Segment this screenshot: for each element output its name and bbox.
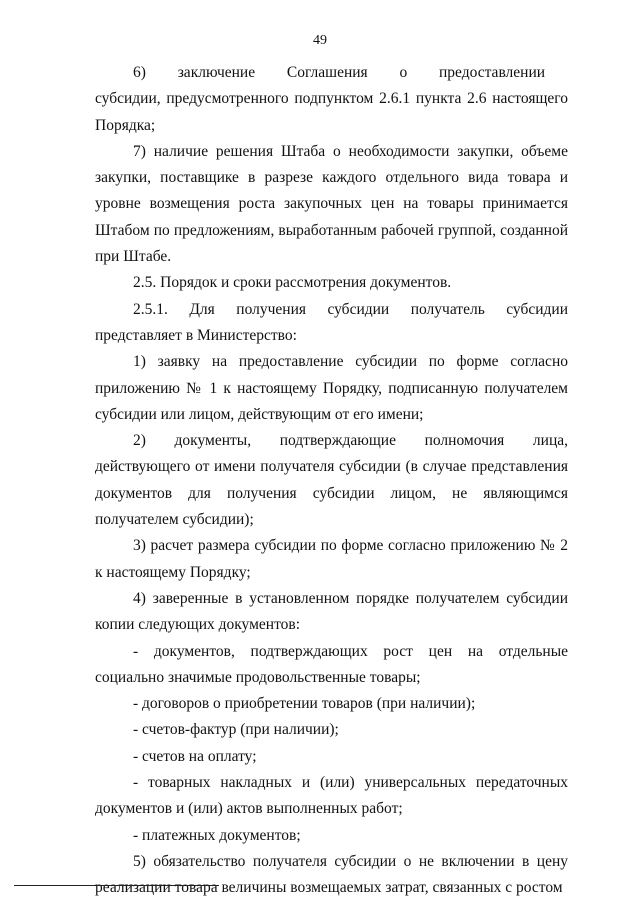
paragraph-section-2-5-1: 2.5.1. Для получения субсидии получатель субсидии представляет в Министерство: <box>95 300 568 344</box>
paragraph-item-3: 3) расчет размера субсидии по форме согласно приложению № 2 к настоящему Порядку; <box>95 537 568 581</box>
paragraph-item-7: 7) наличие решения Штаба о необходимости закупки, объеме закупки, поставщике в разрезе каждого отдельного вида товара и уровне возмещения роста закупочных цен на товары принимается Штабом по предложениям, выработанным рабочей группой, созданной при Штабе. <box>95 142 568 266</box>
paragraph-item-5: 5) обязательство получателя субсидии о не включении в цену реализации товара величины возмещаемых затрат, связанных с ростом <box>95 852 568 897</box>
paragraph-item-4: 4) заверенные в установленном порядке получателем субсидии копии следующих документов: <box>95 589 568 634</box>
list-item-invoices: - счетов-фактур (при наличии); <box>133 721 339 739</box>
paragraph-item-1: 1) заявку на предоставление субсидии по форме согласно приложению № 1 к настоящему Порядку, подписанную получателем субсидии или лицом, действующим от его имени; <box>95 353 568 423</box>
list-item-waybills: - товарных накладных и (или) универсальных передаточных документов и (или) актов выполненных работ; <box>95 774 568 818</box>
paragraph-item-2: 2) документы, подтверждающие полномочия лица, действующего от имени получателя субсидии (в случае представления документов для получения субсидии лицом, не являющимся получателем субсидии); <box>95 432 568 529</box>
document-body <box>95 60 568 902</box>
page-number: 49 <box>313 33 327 48</box>
footer-rule <box>14 885 219 886</box>
list-item-contracts: - договоров о приобретении товаров (при наличии); <box>133 695 476 713</box>
list-item-payment-documents: - платежных документов; <box>133 826 301 844</box>
paragraph-item-6: 6) заключение Соглашения о предоставлении субсидии, предусмотренного подпунктом 2.6.1 пункта 2.6 настоящего Порядка; <box>95 64 568 134</box>
list-item-payment-bills: - счетов на оплату; <box>133 747 257 765</box>
list-item-price-documents: - документов, подтверждающих рост цен на отдельные социально значимые продовольственные товары; <box>95 642 568 686</box>
paragraph-section-2-5: 2.5. Порядок и сроки рассмотрения документов. <box>133 274 452 292</box>
